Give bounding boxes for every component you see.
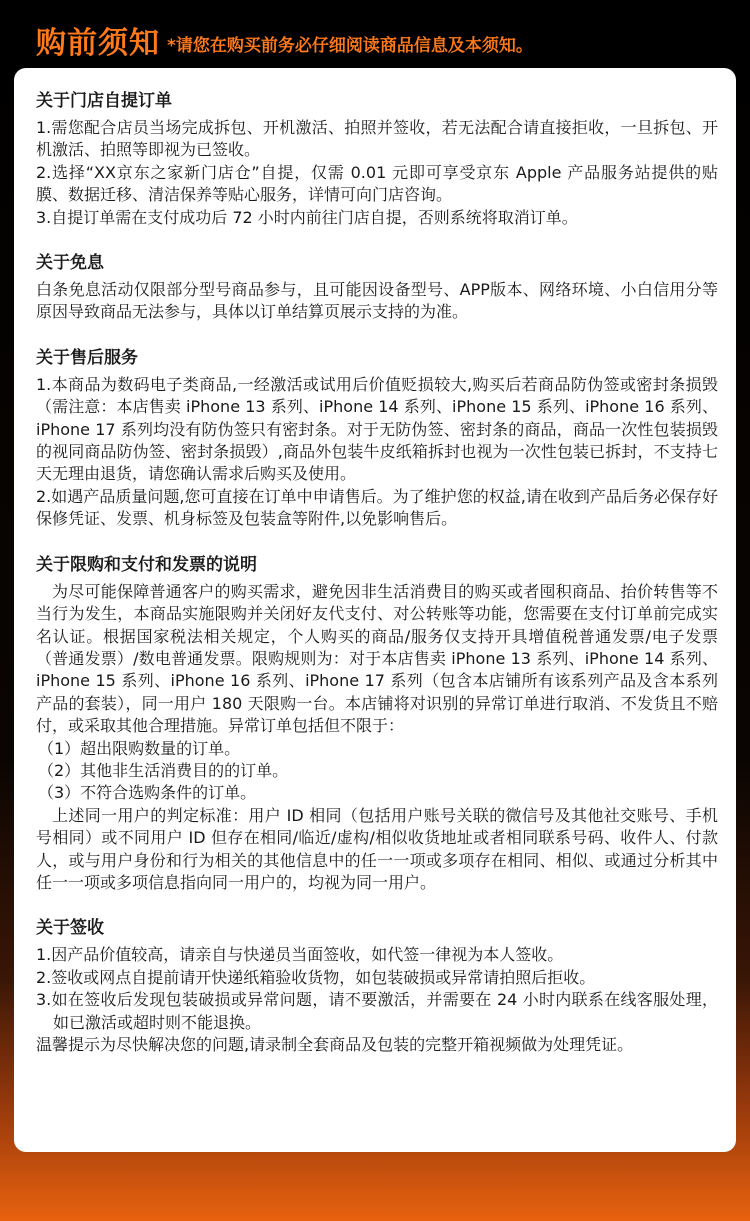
section-store-pickup <box>36 89 718 229</box>
section-title: 关于限购和支付和发票的说明 <box>36 554 257 575</box>
paragraph: 3.自提订单需在支付成功后 72 小时内前往门店自提，否则系统将取消订单。 <box>36 207 578 227</box>
section-after-sales <box>36 346 718 531</box>
section-title: 关于签收 <box>36 918 104 939</box>
section-signing <box>36 916 718 1056</box>
section-interest-free <box>36 251 718 324</box>
paragraph: 为尽可能保障普通客户的购买需求，避免因非生活消费目的购买或者囤积商品、抬价转售等不当行为发生，本商品实施限购并关闭好友代支付、对公转账等功能，您需要在支付订单前完成实名认证。根据国家税法相关规定，个人购买的商品/服务仅支持开具增值税普通发票/电子发票（普通发票）/数电普通发票。限购规则为：对于本店售卖 iPhone 13 系列、iPhone 14 系列、iPhone 15 系列、iPhone 16 系列、iPhone 17 系列（包含本店铺所有该系列产品及含本系列产品的套装），同一用户 180 天限购一台。本店铺将对识别的异常订单进行取消、不发货且不赔付，或采取其他合理措施。异常订单包括但不限于： <box>36 581 718 736</box>
paragraph: 3.如在签收后发现包装破损或异常问题，请不要激活，并需要在 24 小时内联系在线客服处理，如已激活或超时则不能退换。 <box>36 990 718 1032</box>
section-title: 关于门店自提订单 <box>36 91 172 111</box>
notice-card <box>14 68 736 1152</box>
section-title: 关于免息 <box>36 253 104 274</box>
list-item: （2）其他非生活消费目的的订单。 <box>38 760 289 780</box>
section-purchase-limit <box>36 553 718 895</box>
paragraph: 白条免息活动仅限部分型号商品参与，且可能因设备型号、APP版本、网络环境、小白信用分等原因导致商品无法参与，具体以订单结算页展示支持的为准。 <box>36 280 718 322</box>
paragraph: 2.选择“XX京东之家新门店仓”自提，仅需 0.01 元即可享受京东 Apple 产品服务站提供的贴膜、数据迁移、清洁保养等贴心服务，详情可向门店咨询。 <box>36 162 718 205</box>
paragraph: 1.因产品价值较高，请亲自与快递员当面签收，如代签一律视为本人签收。 <box>36 945 564 965</box>
paragraph: 2.签收或网点自提前请开快递纸箱验收货物，如包装破损或异常请拍照后拒收。 <box>36 967 596 987</box>
paragraph: 温馨提示为尽快解决您的问题,请录制全套商品及包装的完整开箱视频做为处理凭证。 <box>36 1035 634 1054</box>
page-title: 购前须知 <box>36 26 160 61</box>
section-title: 关于售后服务 <box>36 347 138 368</box>
list-item: （3）不符合选购条件的订单。 <box>38 783 257 803</box>
paragraph: 2.如遇产品质量问题,您可直接在订单中申请售后。为了维护您的权益,请在收到产品后务必保存好保修凭证、发票、机身标签及包装盒等附件,以免影响售后。 <box>36 486 718 529</box>
paragraph: 1.本商品为数码电子类商品,一经激活或试用后价值贬损较大,购买后若商品防伪签或密封条损毁（需注意：本店售卖 iPhone 13 系列、iPhone 14 系列、iPhone 15 系列、iPhone 16 系列、iPhone 17 系列均没有防伪签只有密封条。对于无防伪签、密封条的商品，商品一次性包装损毁的视同商品防伪签、密封条损毁）,商品外包装牛皮纸箱拆封也视为一次性包装已拆封，不支持七天无理由退货，请您确认需求后购买及使用。 <box>36 374 718 484</box>
paragraph: 1.需您配合店员当场完成拆包、开机激活、拍照并签收，若无法配合请直接拒收，一旦拆包、开机激活、拍照等即视为已签收。 <box>36 118 718 160</box>
paragraph: 上述同一用户的判定标准：用户 ID 相同（包括用户账号关联的微信号及其他社交账号、手机号相同）或不同用户 ID 但存在相同/临近/虚构/相似收货地址或者相同联系号码、收件人、付款人，或与用户身份和行为相关的其他信息中的任一一项或多项存在相同、相似、或通过分析其中任一一项或多项信息指向同一用户的，均视为同一用户。 <box>36 805 718 892</box>
page-subtitle: *请您在购买前务必仔细阅读商品信息及本须知。 <box>167 36 533 56</box>
list-item: （1）超出限购数量的订单。 <box>38 738 241 758</box>
